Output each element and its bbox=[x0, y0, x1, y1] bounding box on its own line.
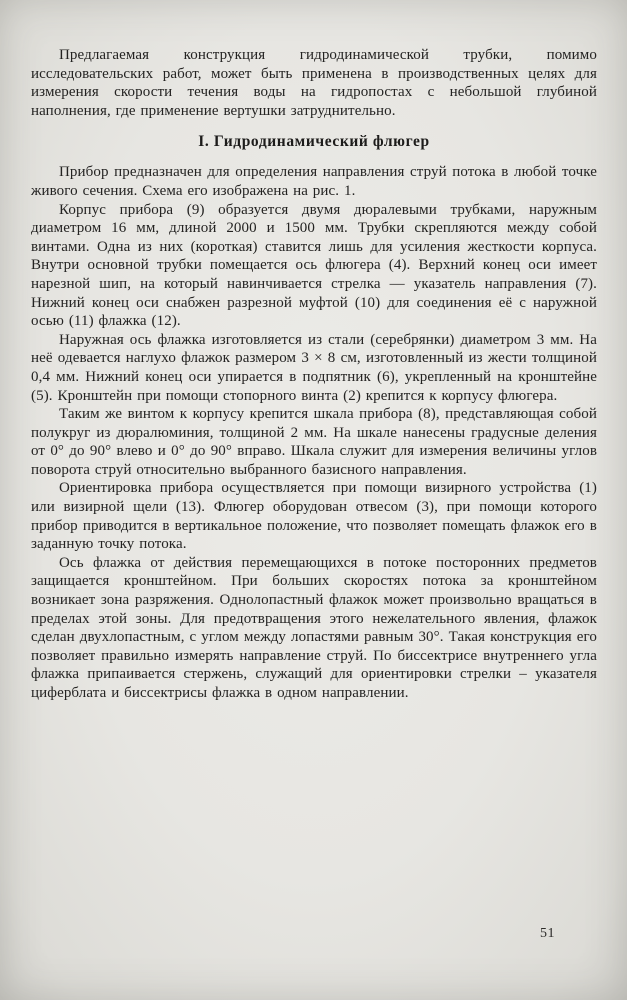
paragraph: Ось флажка от действия перемещающихся в потоке посторонних предметов защищается кронштейном. При больших скоростях потока за кронштейном возникает зона разряжения. Однолопастный флажок может произвольно вращаться в пределах этой зоны. Для предотвращения этого нежелательного явления, флажок сделан двухлопастным, с углом между лопастями равным 30°. Такая конструкция его позволяет правильно измерять направление струй. По биссектрисе внутреннего угла флажка припаивается стержень, служащий для ориентировки стрелки – указателя циферблата и биссектрисы флажка в одном направлении. bbox=[31, 554, 597, 701]
paragraph: Таким же винтом к корпусу крепится шкала прибора (8), представляющая собой полукруг из дюралюминия, толщиной 2 мм. На шкале нанесены градусные деления от 0° до 90° влево и 0° до 90° вправо. Шкала служит для измерения величины углов поворота струй относительно выбранного базисного направления. bbox=[31, 406, 597, 478]
paragraph: Корпус прибора (9) образуется двумя дюралевыми трубками, наружным диаметром 16 мм, длиной 2000 и 1500 мм. Трубки скрепляются между собой винтами. Одна из них (короткая) ставится лишь для усиления жесткости корпуса. Внутри основной трубки помещается ось флюгера (4). Верхний конец оси имеет нарезной шип, на который навинчивается стрелка — указатель направления (7). Нижний конец оси снабжен разрезной муфтой (10) для соединения её с наружной осью (11) флажка (12). bbox=[31, 201, 597, 330]
section-heading: I. Гидродинамический флюгер bbox=[198, 133, 430, 151]
page-number: 51 bbox=[540, 926, 555, 941]
paragraph: Ориентировка прибора осуществляется при помощи визирного устройства (1) или визирной щели (13). Флюгер оборудован отвесом (3), при помощи которого прибор приводится в вертикальное положение, что позволяет помещать флажок его в заданную точку потока. bbox=[31, 480, 597, 553]
paragraph: Предлагаемая конструкция гидродинамической трубки, помимо исследовательских работ, может быть применена в производственных целях для измерения скорости течения воды на гидропостах с небольшой глубиной наполнения, где применение вертушки затруднительно. bbox=[31, 47, 597, 119]
paragraph: Наружная ось флажка изготовляется из стали (серебрянки) диаметром 3 мм. На неё одевается наглухо флажок размером 3 × 8 см, изготовленный из жести толщиной 0,4 мм. Нижний конец оси упирается в подпятник (6), укрепленный на кронштейне (5). Кронштейн при помощи стопорного винта (2) крепится к корпусу флюгера. bbox=[31, 331, 597, 404]
paragraph: Прибор предназначен для определения направления струй потока в любой точке живого сечения. Схема его изображена на рис. 1. bbox=[31, 164, 597, 199]
text-block bbox=[31, 46, 597, 703]
